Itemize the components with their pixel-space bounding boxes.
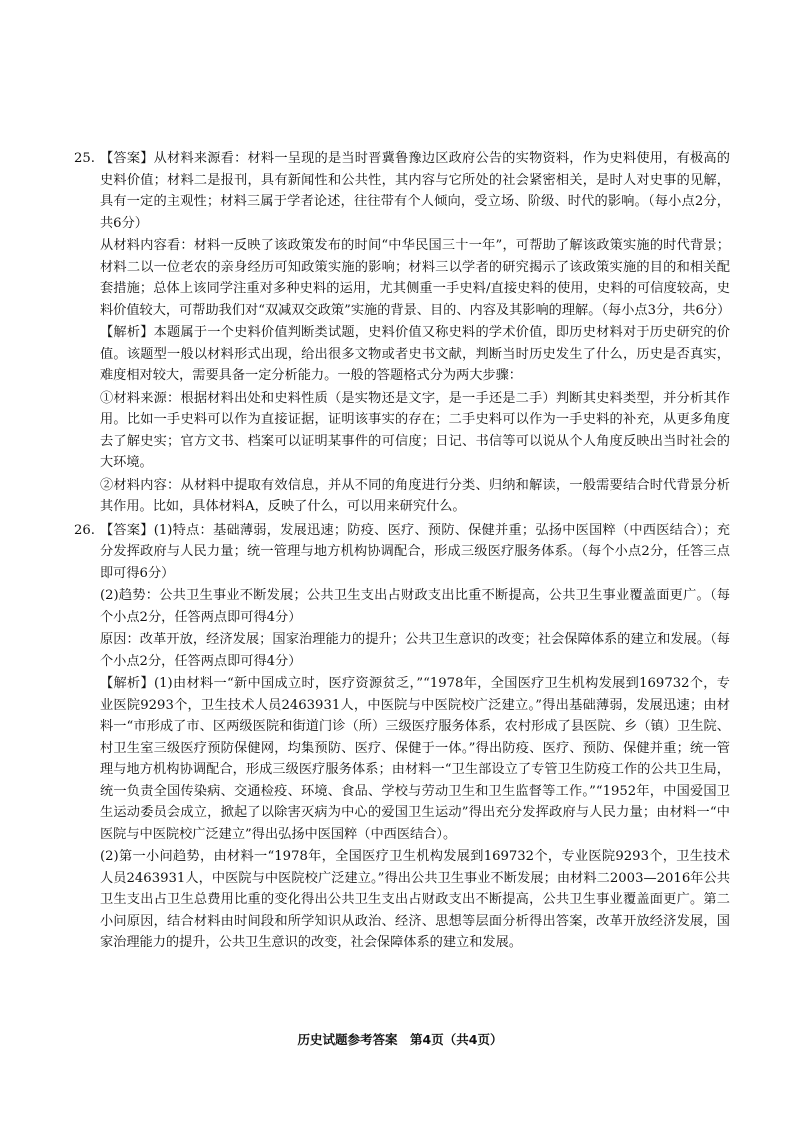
analysis-step-1: ①材料来源：根据材料出处和史料性质（是实物还是文字，是一手还是二手）判断其史料类型，并分析其作用。比如一手史料可以作为直接证据，证明该事实的存在；二手史料可以作为一手史料的补充，从更多角度去了解史实；官方文书、档案可以证明某事件的可信度；日记、书信等可以说从个人角度反映出当时社会的大环境。: [100, 390, 730, 470]
analysis-part-1: 【解析】(1)由材料一“新中国成立时，医疗资源贫乏，”“1978年，全国医疗卫生机构发展到169732个，专业医院9293个，卫生技术人员2463931人，中医院与中医院校广泛建立。”得出基础薄弱，发展迅速；由材料一“市形成了市、区两级医院和街道门诊（所）三级医疗服务体系，农村形成了县医院、乡（镇）卫生院、村卫生室三级医疗预防保健网，均集预防、医疗、保健于一体。”得出防疫、医疗、预防、保健并重；统一管理与地方机构协调配合，形成三级医疗服务体系；由材料一“卫生部设立了专管卫生防疫工作的公共卫生局，统一负责全国传染病、交通检疫、环境、食品、学校与劳动卫生和卫生监督等工作。”“1952年，中国爱国卫生运动委员会成立，掀起了以除害灭病为中心的爱国卫生运动”得出充分发挥政府与人民力量；由材料一“中医院与中医院校广泛建立”得出弘扬中医国粹（中西医结合）。: [100, 676, 730, 842]
answer-part-2-reason: 原因：改革开放，经济发展；国家治理能力的提升；公共卫生意识的改变；社会保障体系的建立和发展。（每个小点2分，任答两点即可得4分）: [100, 632, 730, 669]
analysis-paragraph: 【解析】本题属于一个史料价值判断类试题，史料价值又称史料的学术价值，即历史材料对于历史研究的价值。该题型一般以材料形式出现，给出很多文物或者史书文献，判断当时历史发生了什么，历史是否真实，难度相对较大，需要具备一定分析能力。一般的答题格式分为两大步骤：: [100, 325, 730, 383]
analysis-part-2: (2)第一小问趋势，由材料一“1978年，全国医疗卫生机构发展到169732个，专业医院9293个，卫生技术人员2463931人，中医院与中医院校广泛建立。”得出公共卫生事业不断发展；由材料二2003—2016年公共卫生支出占卫生总费用比重的变化得出公共卫生支出占财政支出不断提高，公共卫生事业覆盖面更广。第二小问原因，结合材料由时间段和所学知识从政治、经济、思想等层面分析得出答案，改革开放经济发展，国家治理能力的提升，公共卫生意识的改变，社会保障体系的建立和发展。: [100, 849, 730, 950]
analysis-step-2: ②材料内容：从材料中提取有效信息，并从不同的角度进行分类、归纳和解读，一般需要结合时代背景分析其作用。比如，具体材料A，反映了什么，可以用来研究什么。: [100, 477, 730, 514]
question-25: [74, 148, 730, 518]
answer-content: [74, 148, 730, 954]
answer-source-paragraph: 【答案】从材料来源看：材料一呈现的是当时晋冀鲁豫边区政府公告的实物资料，作为史料使用，有极高的史料价值；材料二是报刊，具有新闻性和公共性，其内容与它所处的社会紧密相关，是时人对史事的见解，具有一定的主观性；材料三属于学者论述，往往带有个人倾向，受立场、阶级、时代的影响。（每小点2分，共6分）: [100, 151, 730, 231]
page-footer: 历史试题参考答案 第4页（共4页）: [297, 1032, 503, 1047]
answer-part-2-trend: (2)趋势：公共卫生事业不断发展；公共卫生支出占财政支出比重不断提高，公共卫生事业覆盖面更广。（每个小点2分，任答两点即可得4分）: [100, 588, 730, 625]
question-number: 26.: [74, 522, 95, 538]
question-26: [74, 520, 730, 954]
answer-part-1: 【答案】(1)特点：基础薄弱，发展迅速；防疫、医疗、预防、保健并重；弘扬中医国粹（中西医结合）；充分发挥政府与人民力量；统一管理与地方机构协调配合，形成三级医疗服务体系。（每个小点2分，任答三点即可得6分）: [100, 522, 730, 581]
question-number: 25.: [74, 151, 95, 166]
answer-content-paragraph: 从材料内容看：材料一反映了该政策发布的时间“中华民国三十一年”，可帮助了解该政策实施的时代背景；材料二以一位老农的亲身经历可知政策实施的影响；材料三以学者的研究揭示了该政策实施的目的和相关配套措施；总体上该同学注重对多种史料的运用，尤其侧重一手史料/直接史料的使用，史料的可信度较高，史料价值较大，可帮助我们对“双减双交政策”实施的背景、目的、内容及其影响的理解。（每小点3分，共6分）: [100, 238, 731, 318]
